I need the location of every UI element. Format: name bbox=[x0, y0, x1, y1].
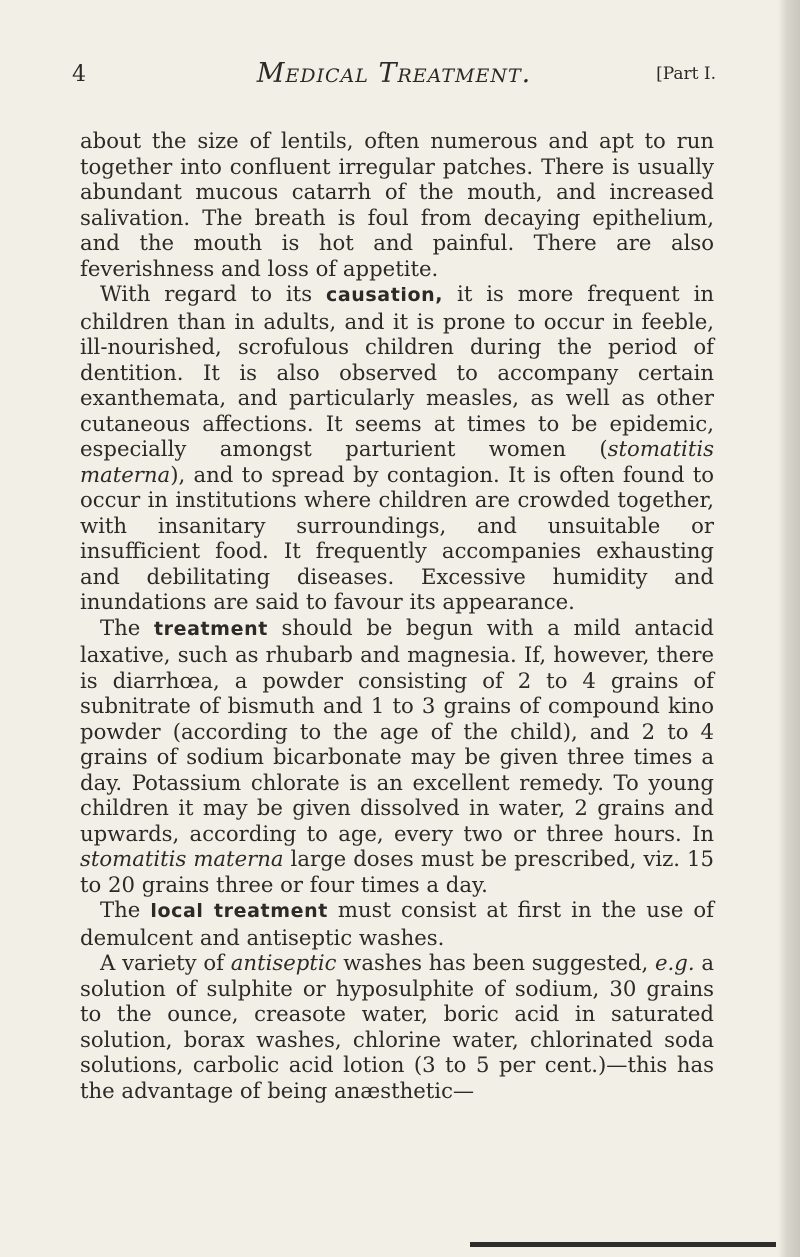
text-span: washes has been suggested, bbox=[336, 950, 655, 975]
italic-term: e.g. bbox=[655, 950, 695, 975]
page-number: 4 bbox=[72, 62, 86, 87]
text-span: large doses must be prescribed, viz. 15 to 20 grains three or four times a day. bbox=[80, 846, 714, 897]
paragraph-causation bbox=[80, 281, 714, 615]
italic-term: antiseptic bbox=[230, 950, 337, 975]
paragraph-antiseptic bbox=[80, 950, 714, 1103]
italic-term: stomatitis materna bbox=[80, 436, 714, 487]
text-span: The bbox=[100, 897, 151, 922]
page-header bbox=[72, 58, 716, 102]
text-span: should be begun with a mild antacid laxative, such as rhubarb and magnesia. If, however, there is diarrhœa, a powder consisting of 2 to 4 grains of subnitrate of bismuth and 1 to 3 grains of compound kino powder (according to the age of the child), and 2 to 4 grains of sodium bicarbonate may be given three times a day. Potassium chlorate is an excellent remedy. To young children it may be given dissolved in water, 2 grains and upwards, according to age, every two or three hours. In bbox=[80, 614, 714, 846]
heading-term-local-treatment: local treatment bbox=[150, 900, 328, 922]
running-title: Medical Treatment. bbox=[256, 58, 532, 89]
paragraph-treatment bbox=[80, 615, 714, 898]
paragraph-local-treatment bbox=[80, 897, 714, 950]
italic-term: stomatitis materna bbox=[80, 846, 284, 871]
paragraph bbox=[80, 128, 714, 281]
text-span: A variety of bbox=[100, 950, 231, 975]
heading-term-causation: causation, bbox=[325, 284, 444, 306]
binding-edge bbox=[778, 0, 800, 1257]
text-span: it is more frequent in children than in adults, and it is prone to occur in feeble, ill-nourished, scrofulous children during the period of dentition. It is also observed to accompany certain exanthemata, and particularly measles, as well as other cutaneous affections. It seems at times to be epidemic, especially amongst parturient women ( bbox=[80, 281, 714, 461]
part-label: [Part I. bbox=[656, 64, 716, 84]
text-span: With regard to its bbox=[100, 281, 326, 306]
text-span: a solution of sulphite or hyposulphite of sodium, 30 grains to the ounce, creasote water, boric acid in saturated solution, borax washes, chlorine water, chlorinated soda solutions, carbolic acid lotion (3 to 5 per cent.)—this has the advantage of being anæsthetic— bbox=[80, 950, 714, 1103]
body-text bbox=[80, 128, 714, 1103]
heading-term-treatment: treatment bbox=[153, 617, 268, 640]
text-span: about the size of lentils, often numerous and apt to run together into confluent irregular patches. There is usually abundant mucous catarrh of the mouth, and increased salivation. The breath is foul from decaying epithelium, and the mouth is hot and painful. There are also feverishness and loss of appetite. bbox=[80, 128, 714, 281]
text-span: The bbox=[100, 614, 154, 640]
bottom-rule bbox=[470, 1242, 776, 1247]
text-span: ), and to spread by contagion. It is often found to occur in institutions where children are crowded together, with insanitary surroundings, and unsuitable or insufficient food. It frequently accompanies exhausting and debilitating diseases. Excessive humidity and inundations are said to favour its appearance. bbox=[80, 461, 714, 614]
text-span: must consist at first in the use of demulcent and antiseptic washes. bbox=[80, 897, 714, 950]
